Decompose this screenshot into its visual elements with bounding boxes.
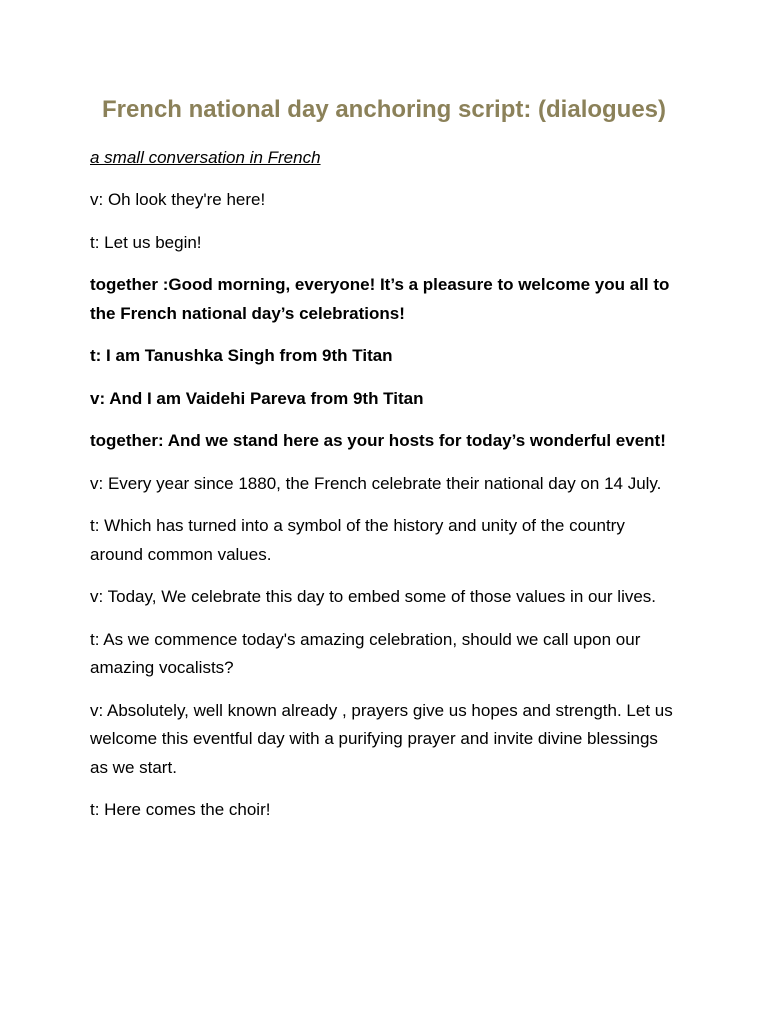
dialogue-line: t: Let us begin! — [90, 232, 202, 252]
dialogue-line: together: And we stand here as your hosts for today’s wonderful event! — [90, 431, 666, 450]
document-title: French national day anchoring script: (dialogues) — [101, 96, 667, 123]
dialogue-line: t: I am Tanushka Singh from 9th Titan — [90, 346, 393, 365]
dialogue-line: t: Which has turned into a symbol of the history and unity of the country around common values. — [90, 516, 625, 564]
document-subtitle: a small conversation in French — [90, 148, 321, 167]
dialogue-line: v: Today, We celebrate this day to embed some of those values in our lives. — [90, 587, 657, 606]
dialogue-line: v: Absolutely, well known already , prayers give us hopes and strength. Let us welcome this eventful day with a purifying prayer and invite divine blessings as we start. — [90, 700, 673, 777]
dialogue-line: t: Here comes the choir! — [90, 800, 271, 819]
dialogue-line: v: And I am Vaidehi Pareva from 9th Titan — [90, 388, 424, 408]
document-body — [90, 144, 680, 839]
dialogue-line: v: Every year since 1880, the French celebrate their national day on 14 July. — [90, 473, 662, 493]
dialogue-line: together :Good morning, everyone! It’s a pleasure to welcome you all to the French national day’s celebrations! — [90, 275, 670, 323]
dialogue-line: t: As we commence today's amazing celebration, should we call upon our amazing vocalists? — [90, 629, 641, 677]
dialogue-line: v: Oh look they're here! — [90, 190, 266, 209]
